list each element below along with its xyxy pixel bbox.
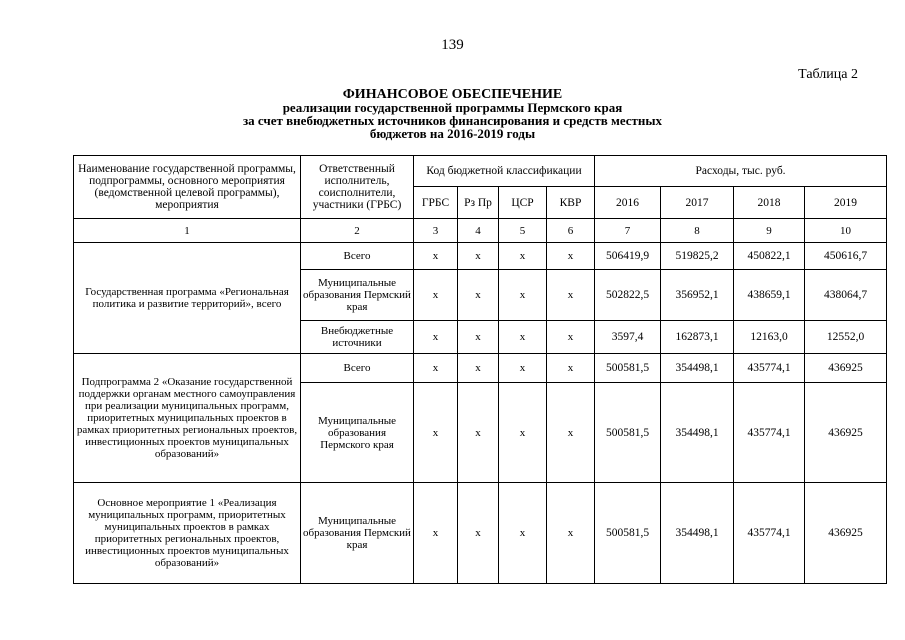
value-cell: 354498,1	[661, 383, 734, 483]
header-year-2018: 2018	[734, 187, 805, 219]
value-cell: 506419,9	[595, 243, 661, 270]
table-label: Таблица 2	[798, 67, 858, 82]
title-block	[0, 88, 905, 140]
column-number: 8	[661, 219, 734, 243]
header-responsible: Ответственный исполнитель, соисполнители, участники (ГРБС)	[301, 156, 414, 219]
value-cell: 3597,4	[595, 321, 661, 354]
column-number: 3	[414, 219, 458, 243]
value-cell: 356952,1	[661, 270, 734, 321]
code-cell: х	[547, 243, 595, 270]
column-number: 10	[805, 219, 887, 243]
code-cell: х	[458, 321, 499, 354]
table-row	[74, 354, 887, 383]
subprogram-name: Подпрограмма 2 «Оказание государственной поддержки органам местного самоуправления при реализации муниципальных программ, приоритетных муниципальных проектов в рамках приоритетных региональных проектов, инвестиционных проектов муниципальных образований»	[74, 354, 301, 483]
value-cell: 354498,1	[661, 354, 734, 383]
code-cell: х	[547, 321, 595, 354]
column-number: 1	[74, 219, 301, 243]
code-cell: х	[414, 383, 458, 483]
program-name: Государственная программа «Региональная политика и развитие территорий», всего	[74, 243, 301, 354]
code-cell: х	[458, 354, 499, 383]
header-year-2019: 2019	[805, 187, 887, 219]
responsible-cell: Всего	[301, 354, 414, 383]
header-code-grbs: ГРБС	[414, 187, 458, 219]
code-cell: х	[499, 483, 547, 584]
code-cell: х	[499, 270, 547, 321]
code-cell: х	[414, 354, 458, 383]
responsible-cell: Муниципальные образования Пермского края	[301, 383, 414, 483]
header-code-kvr: КВР	[547, 187, 595, 219]
responsible-cell: Внебюджетные источники	[301, 321, 414, 354]
financing-table	[73, 155, 887, 584]
code-cell: х	[547, 270, 595, 321]
value-cell: 450616,7	[805, 243, 887, 270]
title-line-2: за счет внебюджетных источников финансирования и средств местных	[242, 113, 663, 128]
table-row	[74, 483, 887, 584]
value-cell: 500581,5	[595, 354, 661, 383]
value-cell: 435774,1	[734, 483, 805, 584]
title-main: ФИНАНСОВОЕ ОБЕСПЕЧЕНИЕ	[342, 87, 563, 102]
column-number: 9	[734, 219, 805, 243]
value-cell: 500581,5	[595, 383, 661, 483]
header-year-2017: 2017	[661, 187, 734, 219]
header-name: Наименование государственной программы, подпрограммы, основного мероприятия (ведомственной целевой программы), мероприятия	[74, 156, 301, 219]
page-number: 139	[441, 37, 464, 53]
value-cell: 436925	[805, 383, 887, 483]
value-cell: 12552,0	[805, 321, 887, 354]
value-cell: 436925	[805, 354, 887, 383]
header-code-rzpr: Рз Пр	[458, 187, 499, 219]
value-cell: 12163,0	[734, 321, 805, 354]
code-cell: х	[499, 243, 547, 270]
column-number: 6	[547, 219, 595, 243]
column-number: 2	[301, 219, 414, 243]
title-line-3: бюджетов на 2016-2019 годы	[369, 126, 536, 141]
code-cell: х	[458, 383, 499, 483]
value-cell: 354498,1	[661, 483, 734, 584]
code-cell: х	[499, 383, 547, 483]
value-cell: 162873,1	[661, 321, 734, 354]
value-cell: 435774,1	[734, 354, 805, 383]
value-cell: 502822,5	[595, 270, 661, 321]
value-cell: 519825,2	[661, 243, 734, 270]
responsible-cell: Муниципальные образования Пермский края	[301, 270, 414, 321]
header-year-2016: 2016	[595, 187, 661, 219]
code-cell: х	[458, 243, 499, 270]
value-cell: 500581,5	[595, 483, 661, 584]
code-cell: х	[458, 270, 499, 321]
code-cell: х	[499, 321, 547, 354]
responsible-cell: Всего	[301, 243, 414, 270]
code-cell: х	[499, 354, 547, 383]
code-cell: х	[547, 354, 595, 383]
main-activity-name: Основное мероприятие 1 «Реализация муниципальных программ, приоритетных муниципальных проектов в рамках приоритетных региональных проектов, инвестиционных проектов муниципальных образований»	[74, 483, 301, 584]
value-cell: 436925	[805, 483, 887, 584]
title-line-1: реализации государственной программы Пермского края	[282, 100, 623, 115]
table-row	[74, 243, 887, 270]
value-cell: 450822,1	[734, 243, 805, 270]
code-cell: х	[547, 483, 595, 584]
code-cell: х	[458, 483, 499, 584]
value-cell: 438659,1	[734, 270, 805, 321]
code-cell: х	[547, 383, 595, 483]
value-cell: 435774,1	[734, 383, 805, 483]
header-code-csr: ЦСР	[499, 187, 547, 219]
responsible-cell: Муниципальные образования Пермский края	[301, 483, 414, 584]
value-cell: 438064,7	[805, 270, 887, 321]
code-cell: х	[414, 243, 458, 270]
column-number: 4	[458, 219, 499, 243]
column-number: 7	[595, 219, 661, 243]
code-cell: х	[414, 270, 458, 321]
code-cell: х	[414, 321, 458, 354]
column-number: 5	[499, 219, 547, 243]
code-cell: х	[414, 483, 458, 584]
header-expenses-group: Расходы, тыс. руб.	[595, 156, 887, 187]
header-code-group: Код бюджетной классификации	[414, 156, 595, 187]
